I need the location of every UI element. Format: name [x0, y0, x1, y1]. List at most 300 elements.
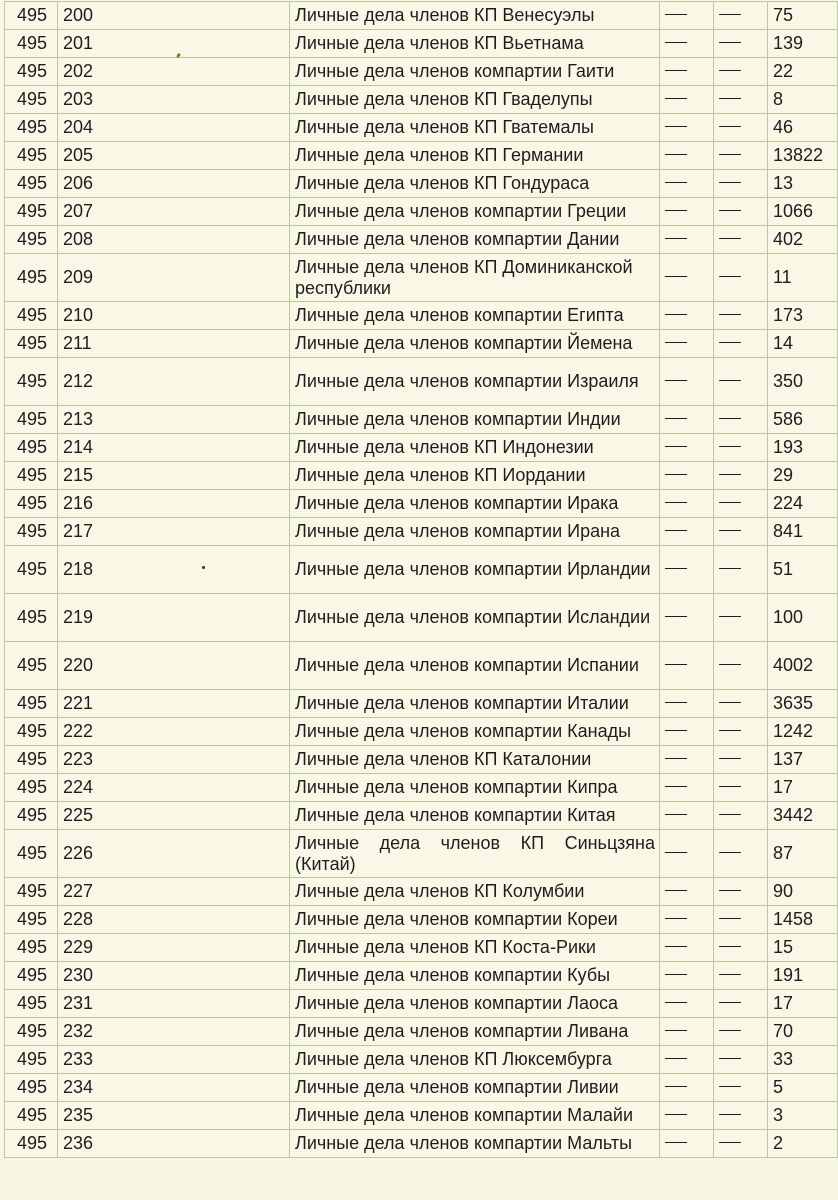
table-row [5, 1130, 838, 1158]
dash-mark [719, 702, 741, 703]
fond-number-cell: 495 [5, 1046, 58, 1074]
dash-cell [660, 746, 714, 774]
files-count-cell: 137 [768, 746, 838, 774]
files-count-cell: 70 [768, 1018, 838, 1046]
inventory-number-cell: 226 [58, 830, 290, 878]
files-count-cell: 17 [768, 990, 838, 1018]
fond-number-cell: 495 [5, 254, 58, 302]
archive-page [0, 1, 824, 1200]
table-row [5, 170, 838, 198]
dash-mark [665, 918, 687, 919]
dash-mark [719, 1058, 741, 1059]
dash-cell [714, 114, 768, 142]
dash-cell [660, 302, 714, 330]
inventory-number-cell: 202 [58, 58, 290, 86]
files-count-cell: 4002 [768, 642, 838, 690]
dash-cell [714, 594, 768, 642]
dash-cell [714, 330, 768, 358]
dash-cell [714, 746, 768, 774]
table-body [5, 2, 838, 1158]
dash-cell [714, 718, 768, 746]
fond-number-cell: 495 [5, 774, 58, 802]
fond-number-cell: 495 [5, 906, 58, 934]
dash-mark [665, 126, 687, 127]
dash-mark [665, 946, 687, 947]
dash-mark [719, 14, 741, 15]
dash-cell [660, 1046, 714, 1074]
fond-number-cell: 495 [5, 30, 58, 58]
fond-number-cell: 495 [5, 462, 58, 490]
dash-cell [714, 86, 768, 114]
inventory-number-cell: 216 [58, 490, 290, 518]
dash-cell [714, 58, 768, 86]
inventory-title-cell: Личные дела членов КП Синьцзяна (Китай) [290, 830, 660, 878]
dash-cell [714, 878, 768, 906]
dash-cell [660, 1074, 714, 1102]
files-count-cell: 191 [768, 962, 838, 990]
inventory-title-cell: Личные дела членов компартии Йемена [290, 330, 660, 358]
inventory-title-cell: Личные дела членов компартии Китая [290, 802, 660, 830]
fond-number-cell: 495 [5, 1074, 58, 1102]
files-count-cell: 100 [768, 594, 838, 642]
dash-mark [719, 890, 741, 891]
files-count-cell: 17 [768, 774, 838, 802]
dash-mark [719, 786, 741, 787]
dash-mark [719, 276, 741, 277]
dash-cell [714, 518, 768, 546]
table-row [5, 86, 838, 114]
inventory-number-cell: 206 [58, 170, 290, 198]
dash-mark [719, 98, 741, 99]
dash-cell [714, 2, 768, 30]
inventory-title-cell: Личные дела членов компартии Испании [290, 642, 660, 690]
inventory-title-cell: Личные дела членов компартии Ирландии [290, 546, 660, 594]
table-row [5, 1018, 838, 1046]
dash-cell [660, 962, 714, 990]
fond-number-cell: 495 [5, 114, 58, 142]
files-count-cell: 5 [768, 1074, 838, 1102]
dash-cell [714, 1018, 768, 1046]
dash-cell [660, 690, 714, 718]
dash-mark [719, 852, 741, 853]
dash-mark [665, 380, 687, 381]
fond-number-cell: 495 [5, 962, 58, 990]
table-row [5, 302, 838, 330]
dash-mark [719, 974, 741, 975]
inventory-number-cell: 225 [58, 802, 290, 830]
dash-cell [714, 1102, 768, 1130]
inventory-title-cell: Личные дела членов компартии Италии [290, 690, 660, 718]
dash-cell [660, 114, 714, 142]
dash-cell [714, 690, 768, 718]
dash-cell [660, 30, 714, 58]
files-count-cell: 33 [768, 1046, 838, 1074]
dash-mark [719, 418, 741, 419]
inventory-number-cell: 234 [58, 1074, 290, 1102]
inventory-number-cell: 235 [58, 1102, 290, 1130]
dash-mark [665, 568, 687, 569]
dash-mark [719, 758, 741, 759]
inventory-title-cell: Личные дела членов компартии Лаоса [290, 990, 660, 1018]
dash-cell [714, 226, 768, 254]
table-row [5, 690, 838, 718]
files-count-cell: 51 [768, 546, 838, 594]
table-row [5, 962, 838, 990]
table-row [5, 546, 838, 594]
table-row [5, 642, 838, 690]
dash-cell [714, 434, 768, 462]
table-row [5, 594, 838, 642]
dash-mark [665, 98, 687, 99]
dash-cell [714, 358, 768, 406]
dash-mark [719, 474, 741, 475]
inventory-number-cell: 205 [58, 142, 290, 170]
files-count-cell: 8 [768, 86, 838, 114]
inventory-title-cell: Личные дела членов компартии Малайи [290, 1102, 660, 1130]
inventory-number-cell: 210 [58, 302, 290, 330]
dash-mark [665, 182, 687, 183]
inventory-number-cell: 230 [58, 962, 290, 990]
dash-mark [719, 1030, 741, 1031]
inventory-title-cell: Личные дела членов КП Гватемалы [290, 114, 660, 142]
files-count-cell: 2 [768, 1130, 838, 1158]
dash-mark [665, 418, 687, 419]
files-count-cell: 173 [768, 302, 838, 330]
dash-cell [714, 774, 768, 802]
files-count-cell: 22 [768, 58, 838, 86]
files-count-cell: 29 [768, 462, 838, 490]
files-count-cell: 87 [768, 830, 838, 878]
dash-cell [660, 406, 714, 434]
table-row [5, 906, 838, 934]
dash-cell [660, 546, 714, 594]
fond-number-cell: 495 [5, 642, 58, 690]
dash-cell [660, 594, 714, 642]
inventory-number-cell: 212 [58, 358, 290, 406]
files-count-cell: 11 [768, 254, 838, 302]
dash-cell [660, 1130, 714, 1158]
inventory-title-cell: Личные дела членов компартии Кореи [290, 906, 660, 934]
fond-number-cell: 495 [5, 690, 58, 718]
dash-mark [719, 946, 741, 947]
inventory-number-cell: 232 [58, 1018, 290, 1046]
inventory-number-cell: 227 [58, 878, 290, 906]
inventory-number-cell: 222 [58, 718, 290, 746]
table-row [5, 30, 838, 58]
fond-number-cell: 495 [5, 330, 58, 358]
table-row [5, 434, 838, 462]
inventory-title-cell: Личные дела членов компартии Греции [290, 198, 660, 226]
dash-cell [660, 358, 714, 406]
inventory-title-cell: Личные дела членов компартии Ирака [290, 490, 660, 518]
files-count-cell: 841 [768, 518, 838, 546]
dash-cell [714, 142, 768, 170]
inventory-number-cell: 215 [58, 462, 290, 490]
inventory-title-cell: Личные дела членов КП Венесуэлы [290, 2, 660, 30]
fond-number-cell: 495 [5, 142, 58, 170]
inventory-number-cell: 219 [58, 594, 290, 642]
inventory-title-cell: Личные дела членов компартии Ирана [290, 518, 660, 546]
dash-cell [660, 2, 714, 30]
files-count-cell: 13822 [768, 142, 838, 170]
inventory-title-cell: Личные дела членов КП Каталонии [290, 746, 660, 774]
dash-mark [719, 664, 741, 665]
files-count-cell: 224 [768, 490, 838, 518]
fond-number-cell: 495 [5, 302, 58, 330]
inventory-number-cell: 229 [58, 934, 290, 962]
dash-mark [719, 1086, 741, 1087]
dash-cell [660, 254, 714, 302]
table-row [5, 934, 838, 962]
dash-cell [660, 802, 714, 830]
fond-number-cell: 495 [5, 546, 58, 594]
files-count-cell: 1242 [768, 718, 838, 746]
dash-mark [665, 1142, 687, 1143]
dash-cell [714, 906, 768, 934]
dash-cell [660, 830, 714, 878]
dash-cell [714, 30, 768, 58]
inventory-number-cell: 207 [58, 198, 290, 226]
dash-mark [665, 14, 687, 15]
dash-cell [714, 490, 768, 518]
table-row [5, 746, 838, 774]
fond-number-cell: 495 [5, 490, 58, 518]
inventory-title-cell: Личные дела членов компартии Израиля [290, 358, 660, 406]
inventory-number-cell: 217 [58, 518, 290, 546]
dash-mark [665, 1030, 687, 1031]
dash-cell [714, 406, 768, 434]
dash-mark [665, 1002, 687, 1003]
dash-mark [665, 530, 687, 531]
dash-cell [660, 226, 714, 254]
dash-cell [714, 1130, 768, 1158]
dash-cell [660, 330, 714, 358]
files-count-cell: 3442 [768, 802, 838, 830]
inventory-title-cell: Личные дела членов компартии Ливана [290, 1018, 660, 1046]
files-count-cell: 402 [768, 226, 838, 254]
table-row [5, 462, 838, 490]
inventory-title-cell: Личные дела членов КП Колумбии [290, 878, 660, 906]
dash-cell [714, 462, 768, 490]
fond-number-cell: 495 [5, 1102, 58, 1130]
dash-cell [714, 254, 768, 302]
dash-mark [719, 446, 741, 447]
dash-mark [665, 730, 687, 731]
dash-cell [714, 546, 768, 594]
fond-number-cell: 495 [5, 226, 58, 254]
fond-number-cell: 495 [5, 594, 58, 642]
files-count-cell: 75 [768, 2, 838, 30]
dash-cell [660, 878, 714, 906]
files-count-cell: 46 [768, 114, 838, 142]
ink-speck [202, 566, 205, 569]
table-row [5, 774, 838, 802]
inventory-title-cell: Личные дела членов КП Гондураса [290, 170, 660, 198]
dash-mark [719, 342, 741, 343]
fond-number-cell: 495 [5, 1018, 58, 1046]
fond-number-cell: 495 [5, 406, 58, 434]
table-row [5, 830, 838, 878]
dash-mark [719, 730, 741, 731]
table-row [5, 142, 838, 170]
dash-cell [660, 718, 714, 746]
fond-number-cell: 495 [5, 58, 58, 86]
inventory-title-cell: Личные дела членов компартии Канады [290, 718, 660, 746]
dash-mark [665, 702, 687, 703]
dash-cell [660, 774, 714, 802]
table-row [5, 990, 838, 1018]
dash-mark [719, 238, 741, 239]
table-row [5, 518, 838, 546]
inventory-number-cell: 208 [58, 226, 290, 254]
dash-mark [665, 474, 687, 475]
table-row [5, 1102, 838, 1130]
inventory-title-cell: Личные дела членов компартии Кубы [290, 962, 660, 990]
dash-cell [660, 86, 714, 114]
dash-mark [665, 1058, 687, 1059]
dash-cell [714, 1046, 768, 1074]
dash-mark [665, 342, 687, 343]
dash-mark [719, 210, 741, 211]
table-row [5, 254, 838, 302]
inventory-number-cell: 201 [58, 30, 290, 58]
dash-mark [665, 42, 687, 43]
files-count-cell: 193 [768, 434, 838, 462]
inventory-number-cell: 223 [58, 746, 290, 774]
inventory-title-cell: Личные дела членов КП Коста-Рики [290, 934, 660, 962]
dash-mark [719, 616, 741, 617]
dash-mark [665, 154, 687, 155]
dash-cell [660, 490, 714, 518]
inventory-title-cell: Личные дела членов компартии Гаити [290, 58, 660, 86]
dash-mark [719, 42, 741, 43]
dash-mark [665, 786, 687, 787]
dash-cell [714, 830, 768, 878]
dash-mark [719, 918, 741, 919]
table-row [5, 1046, 838, 1074]
dash-mark [665, 974, 687, 975]
fond-number-cell: 495 [5, 718, 58, 746]
table-row [5, 490, 838, 518]
dash-mark [719, 568, 741, 569]
dash-mark [719, 502, 741, 503]
files-count-cell: 3 [768, 1102, 838, 1130]
fond-number-cell: 495 [5, 830, 58, 878]
dash-mark [719, 380, 741, 381]
files-count-cell: 13 [768, 170, 838, 198]
table-row [5, 878, 838, 906]
fond-number-cell: 495 [5, 934, 58, 962]
files-count-cell: 139 [768, 30, 838, 58]
inventory-title-cell: Личные дела членов компартии Дании [290, 226, 660, 254]
inventory-title-cell: Личные дела членов КП Индонезии [290, 434, 660, 462]
fond-number-cell: 495 [5, 198, 58, 226]
inventory-number-cell: 236 [58, 1130, 290, 1158]
table-row [5, 1074, 838, 1102]
dash-mark [665, 664, 687, 665]
dash-cell [660, 434, 714, 462]
table-row [5, 802, 838, 830]
dash-mark [719, 70, 741, 71]
inventory-number-cell: 209 [58, 254, 290, 302]
fond-number-cell: 495 [5, 878, 58, 906]
inventory-number-cell: 203 [58, 86, 290, 114]
fond-number-cell: 495 [5, 990, 58, 1018]
dash-mark [719, 126, 741, 127]
inventory-title-cell: Личные дела членов компартии Ливии [290, 1074, 660, 1102]
dash-cell [714, 302, 768, 330]
dash-cell [660, 198, 714, 226]
inventory-title-cell: Личные дела членов КП Вьетнама [290, 30, 660, 58]
fond-number-cell: 495 [5, 358, 58, 406]
fond-number-cell: 495 [5, 746, 58, 774]
fond-number-cell: 495 [5, 802, 58, 830]
inventory-number-cell: 218 [58, 546, 290, 594]
table-row [5, 2, 838, 30]
dash-cell [660, 934, 714, 962]
files-count-cell: 15 [768, 934, 838, 962]
inventory-title-cell: Личные дела членов КП Иордании [290, 462, 660, 490]
dash-cell [660, 1018, 714, 1046]
dash-mark [665, 446, 687, 447]
dash-mark [719, 530, 741, 531]
dash-cell [714, 642, 768, 690]
dash-cell [660, 462, 714, 490]
table-row [5, 358, 838, 406]
dash-mark [665, 852, 687, 853]
table-row [5, 406, 838, 434]
files-count-cell: 3635 [768, 690, 838, 718]
table-row [5, 718, 838, 746]
dash-mark [665, 758, 687, 759]
inventory-number-cell: 204 [58, 114, 290, 142]
dash-mark [665, 70, 687, 71]
fond-number-cell: 495 [5, 2, 58, 30]
dash-mark [665, 1114, 687, 1115]
dash-cell [660, 906, 714, 934]
dash-mark [665, 616, 687, 617]
table-row [5, 330, 838, 358]
dash-cell [660, 58, 714, 86]
dash-cell [660, 142, 714, 170]
files-count-cell: 1066 [768, 198, 838, 226]
dash-mark [719, 814, 741, 815]
inventory-number-cell: 224 [58, 774, 290, 802]
dash-mark [665, 314, 687, 315]
files-count-cell: 586 [768, 406, 838, 434]
dash-mark [719, 1114, 741, 1115]
dash-cell [714, 1074, 768, 1102]
files-count-cell: 1458 [768, 906, 838, 934]
inventory-title-cell: Личные дела членов компартии Египта [290, 302, 660, 330]
inventory-number-cell: 228 [58, 906, 290, 934]
table-row [5, 198, 838, 226]
dash-mark [665, 276, 687, 277]
dash-cell [660, 1102, 714, 1130]
inventory-number-cell: 220 [58, 642, 290, 690]
dash-mark [665, 1086, 687, 1087]
fond-number-cell: 495 [5, 170, 58, 198]
dash-cell [714, 802, 768, 830]
dash-mark [719, 182, 741, 183]
files-count-cell: 350 [768, 358, 838, 406]
inventory-number-cell: 214 [58, 434, 290, 462]
dash-cell [660, 170, 714, 198]
inventory-title-cell: Личные дела членов компартии Индии [290, 406, 660, 434]
inventory-number-cell: 221 [58, 690, 290, 718]
inventory-title-cell: Личные дела членов компартии Мальты [290, 1130, 660, 1158]
inventory-number-cell: 233 [58, 1046, 290, 1074]
